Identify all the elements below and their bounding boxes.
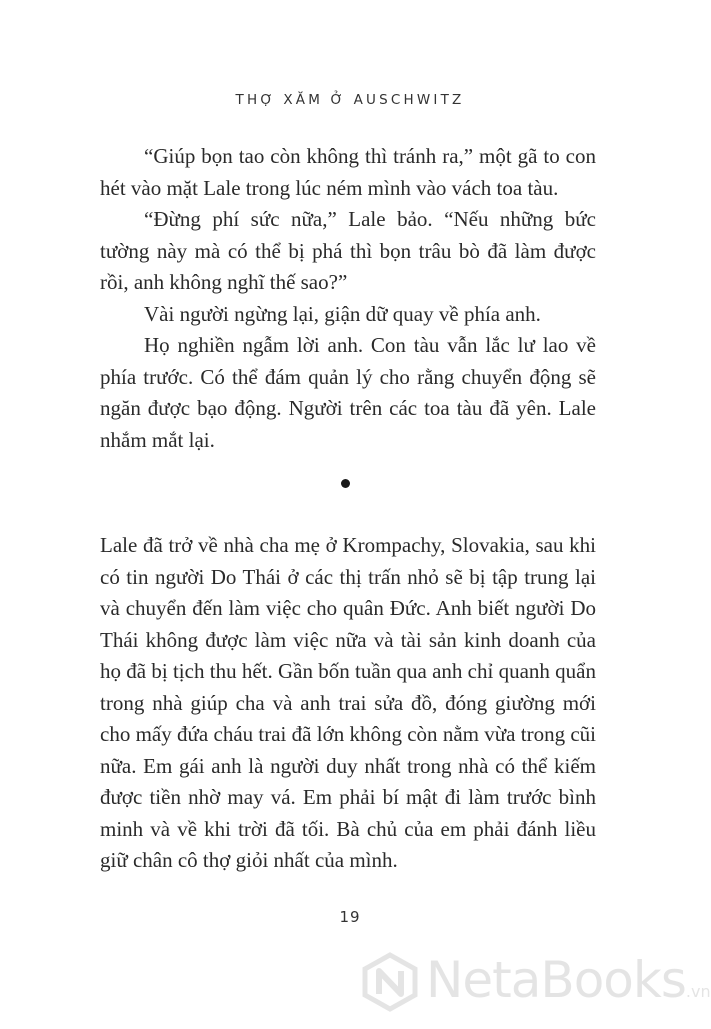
- watermark-suffix: .vn: [685, 982, 711, 1001]
- watermark-text: [426, 950, 711, 1022]
- page-number: 19: [339, 908, 361, 926]
- paragraph: “Giúp bọn tao còn không thì tránh ra,” một gã to con hét vào mặt Lale trong lúc ném mình vào vách toa tàu.: [100, 144, 596, 200]
- section-1: [100, 141, 596, 456]
- scene-break-dot: [341, 479, 350, 488]
- paragraph: Vài người ngừng lại, giận dữ quay về phía anh.: [144, 301, 541, 326]
- paragraph: “Đừng phí sức nữa,” Lale bảo. “Nếu những bức tường này mà có thể bị phá thì bọn trâu bò đã làm được rồi, anh không nghĩ thế sao?”: [100, 207, 596, 294]
- running-head: THỢ XĂM Ở AUSCHWITZ: [235, 92, 465, 108]
- watermark: [360, 948, 711, 1018]
- netabooks-logo-icon: [360, 952, 420, 1012]
- section-2: [100, 530, 596, 877]
- watermark-brand: NetaBooks: [426, 951, 686, 1009]
- paragraph: Lale đã trở về nhà cha mẹ ở Krompachy, Slovakia, sau khi có tin người Do Thái ở các thị trấn nhỏ sẽ bị tập trung lại và chuyển đến làm việc cho quân Đức. Anh biết người Do Thái không được làm việc nữa và tài sản kinh doanh của họ đã bị tịch thu hết. Gần bốn tuần qua anh chỉ quanh quẩn trong nhà giúp cha và anh trai sửa đồ, đóng giường mới cho mấy đứa cháu trai đã lớn không còn nằm vừa trong cũi nữa. Em gái anh là người duy nhất trong nhà có thể kiếm được tiền nhờ may vá. Em phải bí mật đi làm trước bình minh và về khi trời đã tối. Bà chủ của em phải đánh liều giữ chân cô thợ giỏi nhất của mình.: [100, 533, 596, 872]
- paragraph: Họ nghiền ngẫm lời anh. Con tàu vẫn lắc lư lao về phía trước. Có thể đám quản lý cho rằng chuyển động sẽ ngăn được bạo động. Người trên các toa tàu đã yên. Lale nhắm mắt lại.: [100, 333, 596, 452]
